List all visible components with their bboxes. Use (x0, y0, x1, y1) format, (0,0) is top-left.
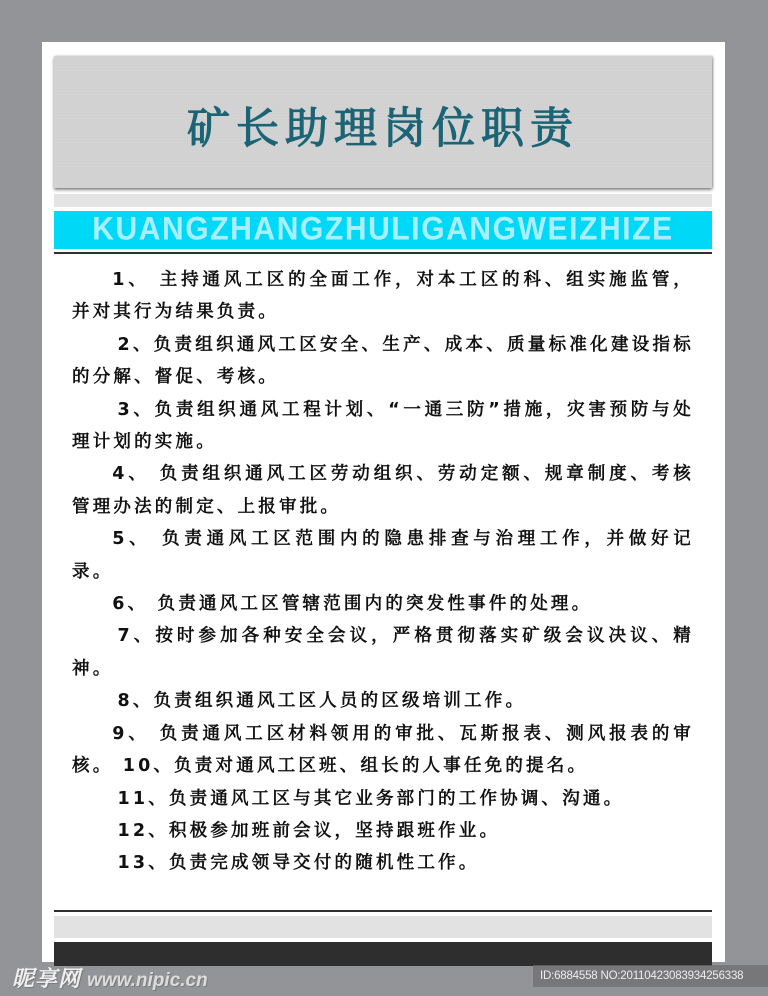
duty-item-4: 4、 负责组织通风工区劳动组织、劳动定额、规章制度、考核管理办法的制定、上报审批。 (72, 464, 694, 517)
duty-item-5: 5、 负责通风工区范围内的隐患排查与治理工作，并做好记录。 (72, 529, 694, 582)
duties-list (72, 264, 694, 880)
poster-card (42, 42, 725, 962)
duty-item-12: 12、积极参加班前会议，坚持跟班作业。 (117, 820, 501, 841)
divider-rule-top (54, 252, 712, 254)
duty-item-9-10: 9、 负责通风工区材料领用的审批、瓦斯报表、测风报表的审核。 10、负责对通风工区班、组长的人事任免的提名。 (72, 723, 694, 777)
page-title: 矿长助理岗位职责 (187, 103, 579, 154)
divider-stripe-bottom (54, 916, 712, 938)
duty-item-7: 7、按时参加各种安全会议，严格贯彻落实矿级会议决议、精神。 (72, 626, 694, 679)
duty-item-11: 11、负责通风工区与其它业务部门的工作协调、沟通。 (117, 788, 625, 809)
watermark-logo-text: 昵享网 (12, 967, 82, 992)
watermark-id-badge (533, 965, 768, 987)
duty-item-13: 13、负责完成领导交付的随机性工作。 (117, 853, 480, 874)
pinyin-banner (54, 211, 712, 249)
divider-rule-bottom (54, 910, 712, 912)
title-panel (54, 56, 712, 188)
duty-item-2: 2、负责组织通风工区安全、生产、成本、质量标准化建设指标的分解、督促、考核。 (72, 334, 694, 388)
watermark-id-text: ID:6884558 NO:20110423083934256338 (540, 970, 744, 982)
pinyin-subtitle: KUANGZHANGZHULIGANGWEIZHIZE (92, 211, 674, 248)
duty-item-1: 1、 主持通风工区的全面工作，对本工区的科、组实施监管，并对其行为结果负责。 (72, 270, 694, 323)
duty-item-8: 8、负责组织通风工区人员的区级培训工作。 (117, 691, 527, 712)
watermark-logo (12, 962, 208, 992)
watermark-url: www.nipic.cn (87, 970, 208, 991)
duty-item-6: 6、 负责通风工区管辖范围内的突发性事件的处理。 (112, 594, 593, 615)
divider-stripe-top (54, 194, 712, 207)
duty-item-3: 3、负责组织通风工程计划、“一通三防”措施，灾害预防与处理计划的实施。 (72, 399, 694, 453)
